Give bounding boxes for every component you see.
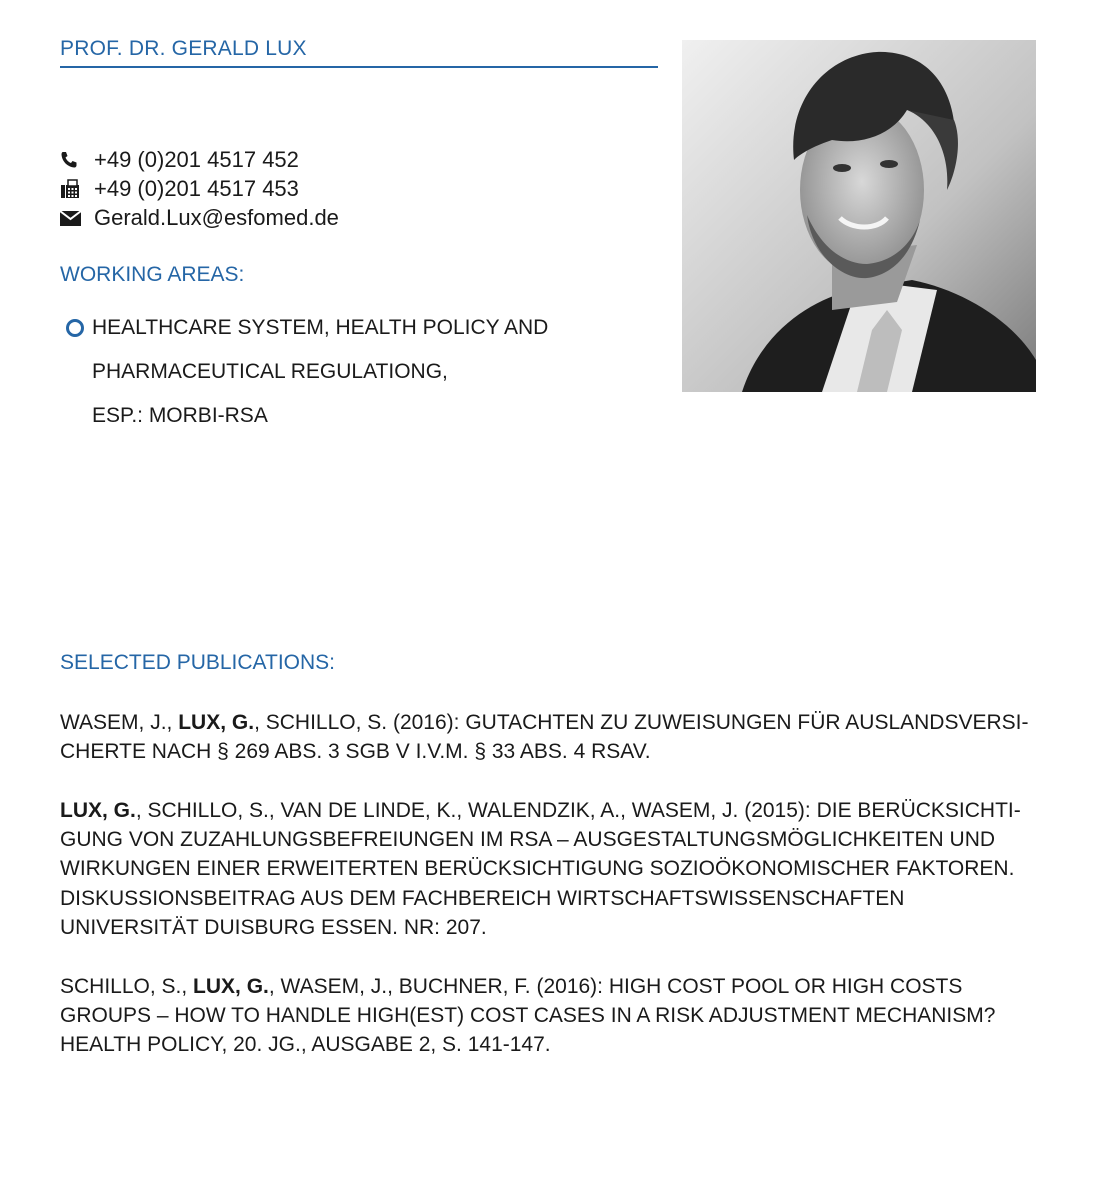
envelope-icon [60, 210, 94, 226]
publication-item [60, 708, 1040, 767]
publication-authors-before: SCHILLO, S., [60, 974, 194, 998]
contact-phone [60, 145, 339, 174]
email-link[interactable]: Gerald.Lux@esfomed.de [94, 204, 339, 230]
phone-icon [60, 151, 94, 169]
publication-citation: , SCHILLO, S., VAN DE LINDE, K., WALENDZIK, A., WASEM, J. (2015): DIE BERÜCKSICHTI-GUNG VON ZUZAHLUNGSBEFREIUNGEN IM RSA – AUSGESTALTUNGSMÖGLICHKEITEN UND WIRKUNGEN EINER ERWEITERTEN BERÜCKSICHTIGUNG SOZIOÖKONOMISCHER FAKTOREN. DISKUSSIONSBEITRAG AUS DEM FACHBEREICH WIRTSCHAFTSWISSENSCHAFTEN UNIVERSITÄT DUISBURG ESSEN. NR: 207. [60, 798, 1021, 940]
working-areas-heading: WORKING AREAS: [60, 263, 245, 286]
working-area-line: ESP.: MORBI-RSA [92, 404, 268, 427]
working-areas-list [66, 306, 548, 438]
publications-heading: SELECTED PUBLICATIONS: [60, 651, 336, 674]
publication-author-highlight: LUX, G. [178, 711, 255, 734]
fax-icon [60, 179, 94, 199]
list-item [66, 306, 548, 438]
publication-citation: , WASEM, J., BUCHNER, F. (2016): HIGH COST POOL OR HIGH COSTS GROUPS – HOW TO HANDLE HIGH(EST) COST CASES IN A RISK ADJUSTMENT MECHANISM? HEALTH POLICY, 20. JG., AUSGABE 2, S. 141-147. [60, 974, 996, 1057]
publication-author-highlight: LUX, G. [193, 974, 269, 998]
working-area-line: PHARMACEUTICAL REGULATIONG, [92, 360, 448, 383]
working-area-line: HEALTHCARE SYSTEM, HEALTH POLICY AND [92, 316, 549, 339]
contact-email[interactable] [60, 203, 339, 232]
contact-fax [60, 174, 339, 203]
publication-author-highlight: LUX, G. [60, 798, 136, 822]
circle-bullet-icon [66, 319, 84, 337]
publication-authors-before: WASEM, J., [60, 711, 179, 734]
phone-number: +49 (0)201 4517 452 [94, 146, 299, 172]
portrait-photo [682, 40, 1036, 392]
publication-item [60, 796, 1040, 942]
publication-item [60, 972, 1040, 1060]
publication-citation: , SCHILLO, S. (2016): GUTACHTEN ZU ZUWEISUNGEN FÜR AUSLANDSVERSI-CHERTE NACH § 269 ABS. 3 SGB V I.V.M. § 33 ABS. 4 RSAV. [60, 711, 1029, 764]
page-title: PROF. DR. GERALD LUX [60, 36, 658, 68]
fax-number: +49 (0)201 4517 453 [94, 175, 299, 201]
contact-list [60, 145, 339, 232]
publication-list [60, 708, 1040, 1089]
